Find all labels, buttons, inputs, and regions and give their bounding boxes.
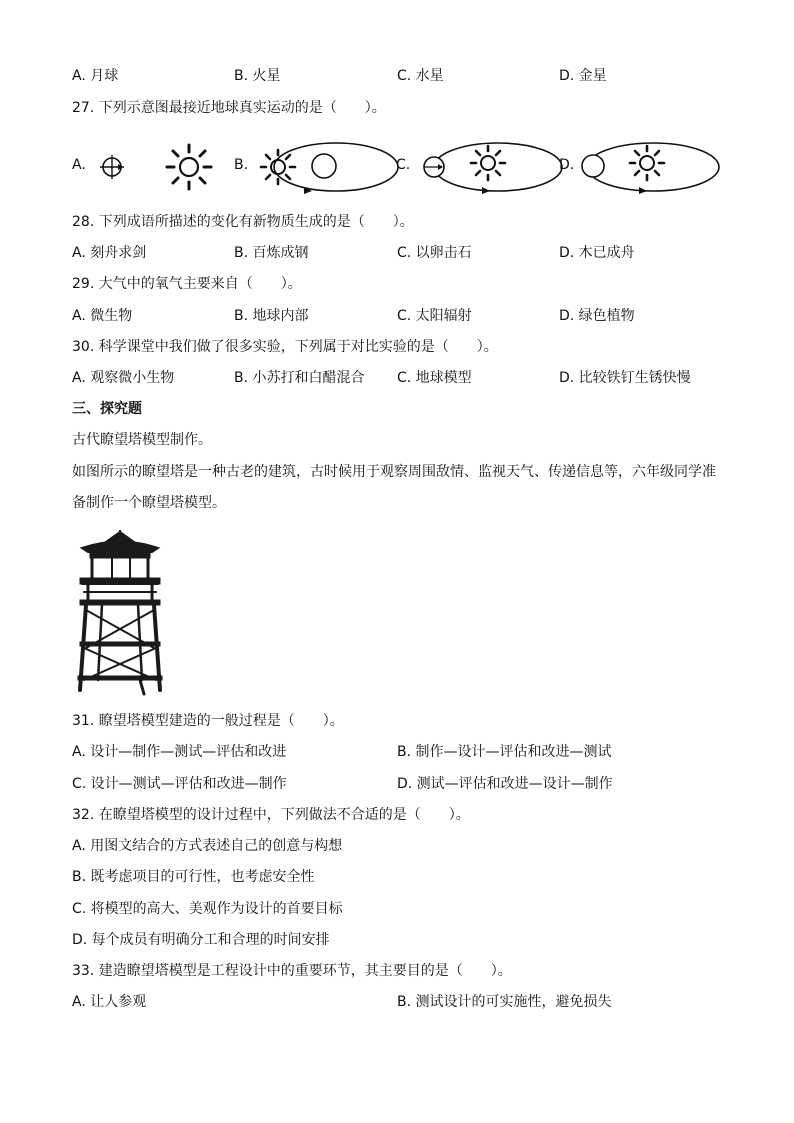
q30-option-d[interactable]: D. 比较铁钉生锈快慢 xyxy=(559,370,691,386)
q32-option-c[interactable]: C. 将模型的高大、美观作为设计的首要目标 xyxy=(72,901,343,917)
q27-diagram-c[interactable] xyxy=(396,140,556,194)
q31-option-b[interactable]: B. 制作—设计—评估和改进—测试 xyxy=(397,744,612,760)
q27-label-d: D. xyxy=(559,157,575,173)
q27-diagram-d[interactable] xyxy=(559,140,719,194)
q27-figure-a xyxy=(94,140,244,194)
q28-options xyxy=(72,243,732,263)
section-title: 古代瞭望塔模型制作。 xyxy=(72,432,212,448)
q28-option-d[interactable]: D. 木已成舟 xyxy=(559,245,635,261)
q27-figure-b xyxy=(254,140,406,194)
sun-icon xyxy=(471,146,505,180)
q27-label-b: B. xyxy=(234,157,249,173)
q33-option-a[interactable]: A. 让人参观 xyxy=(72,994,147,1010)
q29-option-d[interactable]: D. 绿色植物 xyxy=(559,308,635,324)
q29-option-b[interactable]: B. 地球内部 xyxy=(234,308,309,324)
q32-option-b[interactable]: B. 既考虑项目的可行性，也考虑安全性 xyxy=(72,869,315,885)
earth-icon xyxy=(424,157,444,177)
q33-option-b[interactable]: B. 测试设计的可实施性，避免损失 xyxy=(397,994,612,1010)
q30-options xyxy=(72,368,732,388)
q32-option-d[interactable]: D. 每个成员有明确分工和合理的时间安排 xyxy=(72,932,330,948)
q27-figure-d xyxy=(579,140,729,194)
q31-stem: 31. 瞭望塔模型建造的一般过程是（ ）。 xyxy=(72,713,344,729)
q31-options-row1 xyxy=(72,742,732,762)
q30-option-a[interactable]: A. 观察微小生物 xyxy=(72,370,175,386)
q26-option-d[interactable]: D. 金星 xyxy=(559,68,607,84)
sun-icon xyxy=(630,146,664,180)
earth-icon xyxy=(312,154,336,178)
q27-diagram-b[interactable] xyxy=(234,140,394,194)
arrow-icon xyxy=(639,187,647,194)
q29-options xyxy=(72,306,732,326)
q27-diagram-a[interactable] xyxy=(72,140,232,194)
earth-icon xyxy=(100,155,124,179)
q31-options-row2 xyxy=(72,774,732,794)
q27-figure-c xyxy=(418,140,568,194)
q29-option-a[interactable]: A. 微生物 xyxy=(72,308,133,324)
section-intro-line2: 备制作一个瞭望塔模型。 xyxy=(72,495,226,511)
q31-option-d[interactable]: D. 测试—评估和改进—设计—制作 xyxy=(397,776,613,792)
q32-option-a[interactable]: A. 用图文结合的方式表述自己的创意与构想 xyxy=(72,838,343,854)
sun-icon xyxy=(261,150,295,184)
section-heading: 三、探究题 xyxy=(72,401,142,417)
q30-stem: 30. 科学课堂中我们做了很多实验，下列属于对比实验的是（ ）。 xyxy=(72,339,498,355)
q31-option-a[interactable]: A. 设计—制作—测试—评估和改进 xyxy=(72,744,287,760)
q26-option-b[interactable]: B. 火星 xyxy=(234,68,281,84)
q27-label-c: C. xyxy=(396,157,411,173)
q28-option-c[interactable]: C. 以卵击石 xyxy=(397,245,472,261)
q32-stem: 32. 在瞭望塔模型的设计过程中，下列做法不合适的是（ ）。 xyxy=(72,807,470,823)
q33-stem: 33. 建造瞭望塔模型是工程设计中的重要环节，其主要目的是（ ）。 xyxy=(72,963,512,979)
watchtower-icon xyxy=(72,530,168,696)
arrow-icon xyxy=(482,187,490,194)
q27-stem: 27. 下列示意图最接近地球真实运动的是（ ）。 xyxy=(72,100,386,116)
q28-option-a[interactable]: A. 刻舟求剑 xyxy=(72,245,147,261)
q27-label-a: A. xyxy=(72,157,86,173)
q26-options xyxy=(72,66,732,86)
q28-stem: 28. 下列成语所描述的变化有新物质生成的是（ ）。 xyxy=(72,214,414,230)
q30-option-c[interactable]: C. 地球模型 xyxy=(397,370,472,386)
q26-option-c[interactable]: C. 水星 xyxy=(397,68,444,84)
earth-icon xyxy=(582,155,604,177)
q30-option-b[interactable]: B. 小苏打和白醋混合 xyxy=(234,370,365,386)
q29-stem: 29. 大气中的氧气主要来自（ ）。 xyxy=(72,276,302,292)
q26-option-a[interactable]: A. 月球 xyxy=(72,68,119,84)
q31-option-c[interactable]: C. 设计—测试—评估和改进—制作 xyxy=(72,776,287,792)
sun-icon xyxy=(167,145,211,189)
q29-option-c[interactable]: C. 太阳辐射 xyxy=(397,308,472,324)
section-intro-line1: 如图所示的瞭望塔是一种古老的建筑，古时候用于观察周围敌情、监视天气、传递信息等，六年级同学准 xyxy=(72,464,716,480)
q33-options xyxy=(72,992,732,1012)
q28-option-b[interactable]: B. 百炼成钢 xyxy=(234,245,309,261)
orbit-icon xyxy=(434,143,562,191)
